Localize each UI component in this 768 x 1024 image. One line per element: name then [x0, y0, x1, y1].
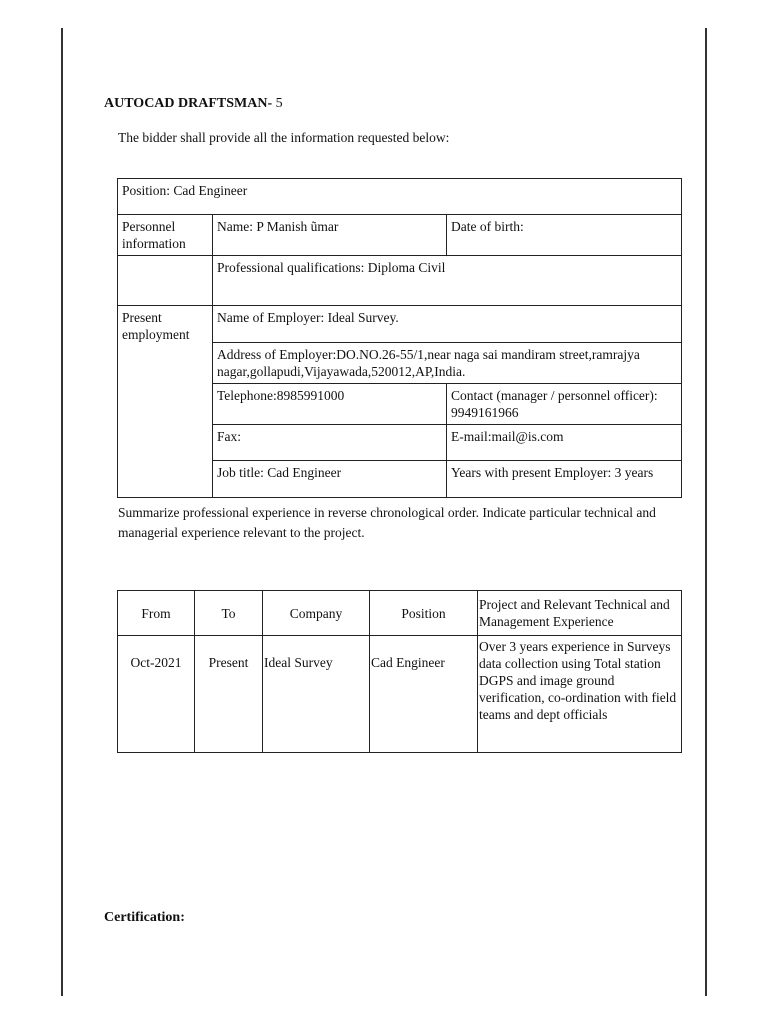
telephone-cell: Telephone:8985991000: [213, 384, 447, 425]
page-right-border: [705, 28, 707, 996]
position-cell: Position: Cad Engineer: [118, 179, 682, 215]
heading-number: 5: [272, 96, 283, 111]
email-cell: E-mail:mail@is.com: [447, 425, 682, 461]
contact-cell: Contact (manager / personnel officer): 9949161966: [447, 384, 682, 425]
certification-heading: Certification:: [104, 910, 185, 925]
personnel-info-table: [117, 178, 682, 498]
dob-cell: Date of birth:: [447, 215, 682, 256]
years-cell: Years with present Employer: 3 years: [447, 461, 682, 498]
personnel-label: Personnel information: [118, 215, 213, 256]
section-heading: [104, 96, 283, 112]
summary-instructions: Summarize professional experience in reverse chronological order. Indicate particular technical and managerial experience relevant to the project.: [118, 505, 656, 540]
header-from: From: [118, 591, 195, 636]
cell-position: Cad Engineer: [370, 636, 478, 753]
intro-text: The bidder shall provide all the information requested below:: [118, 130, 450, 145]
page-left-border: [61, 28, 63, 996]
cell-to: Present: [195, 636, 263, 753]
fax-cell: Fax:: [213, 425, 447, 461]
header-company: Company: [263, 591, 370, 636]
header-project-experience: Project and Relevant Technical and Management Experience: [478, 591, 682, 636]
empty-label-cell: [118, 256, 213, 306]
table-row: [118, 636, 682, 753]
employer-address-cell: Address of Employer:DO.NO.26-55/1,near naga sai mandiram street,ramrajya nagar,gollapudi,Vijayawada,520012,AP,India.: [213, 343, 682, 384]
name-cell: Name: P Manish ũmar: [213, 215, 447, 256]
qualifications-cell: Professional qualifications: Diploma Civil: [213, 256, 682, 306]
cell-description: Over 3 years experience in Surveys data collection using Total station DGPS and image ground verification, co-ordination with field teams and dept officials: [478, 636, 682, 753]
experience-header-row: [118, 591, 682, 636]
job-title-cell: Job title: Cad Engineer: [213, 461, 447, 498]
header-to: To: [195, 591, 263, 636]
employer-name-cell: Name of Employer: Ideal Survey.: [213, 306, 682, 343]
cell-from: Oct-2021: [118, 636, 195, 753]
header-position: Position: [370, 591, 478, 636]
experience-table: [117, 590, 682, 753]
heading-title: AUTOCAD DRAFTSMAN-: [104, 96, 273, 111]
present-employment-label: Present employment: [118, 306, 213, 498]
cell-company: Ideal Survey: [263, 636, 370, 753]
